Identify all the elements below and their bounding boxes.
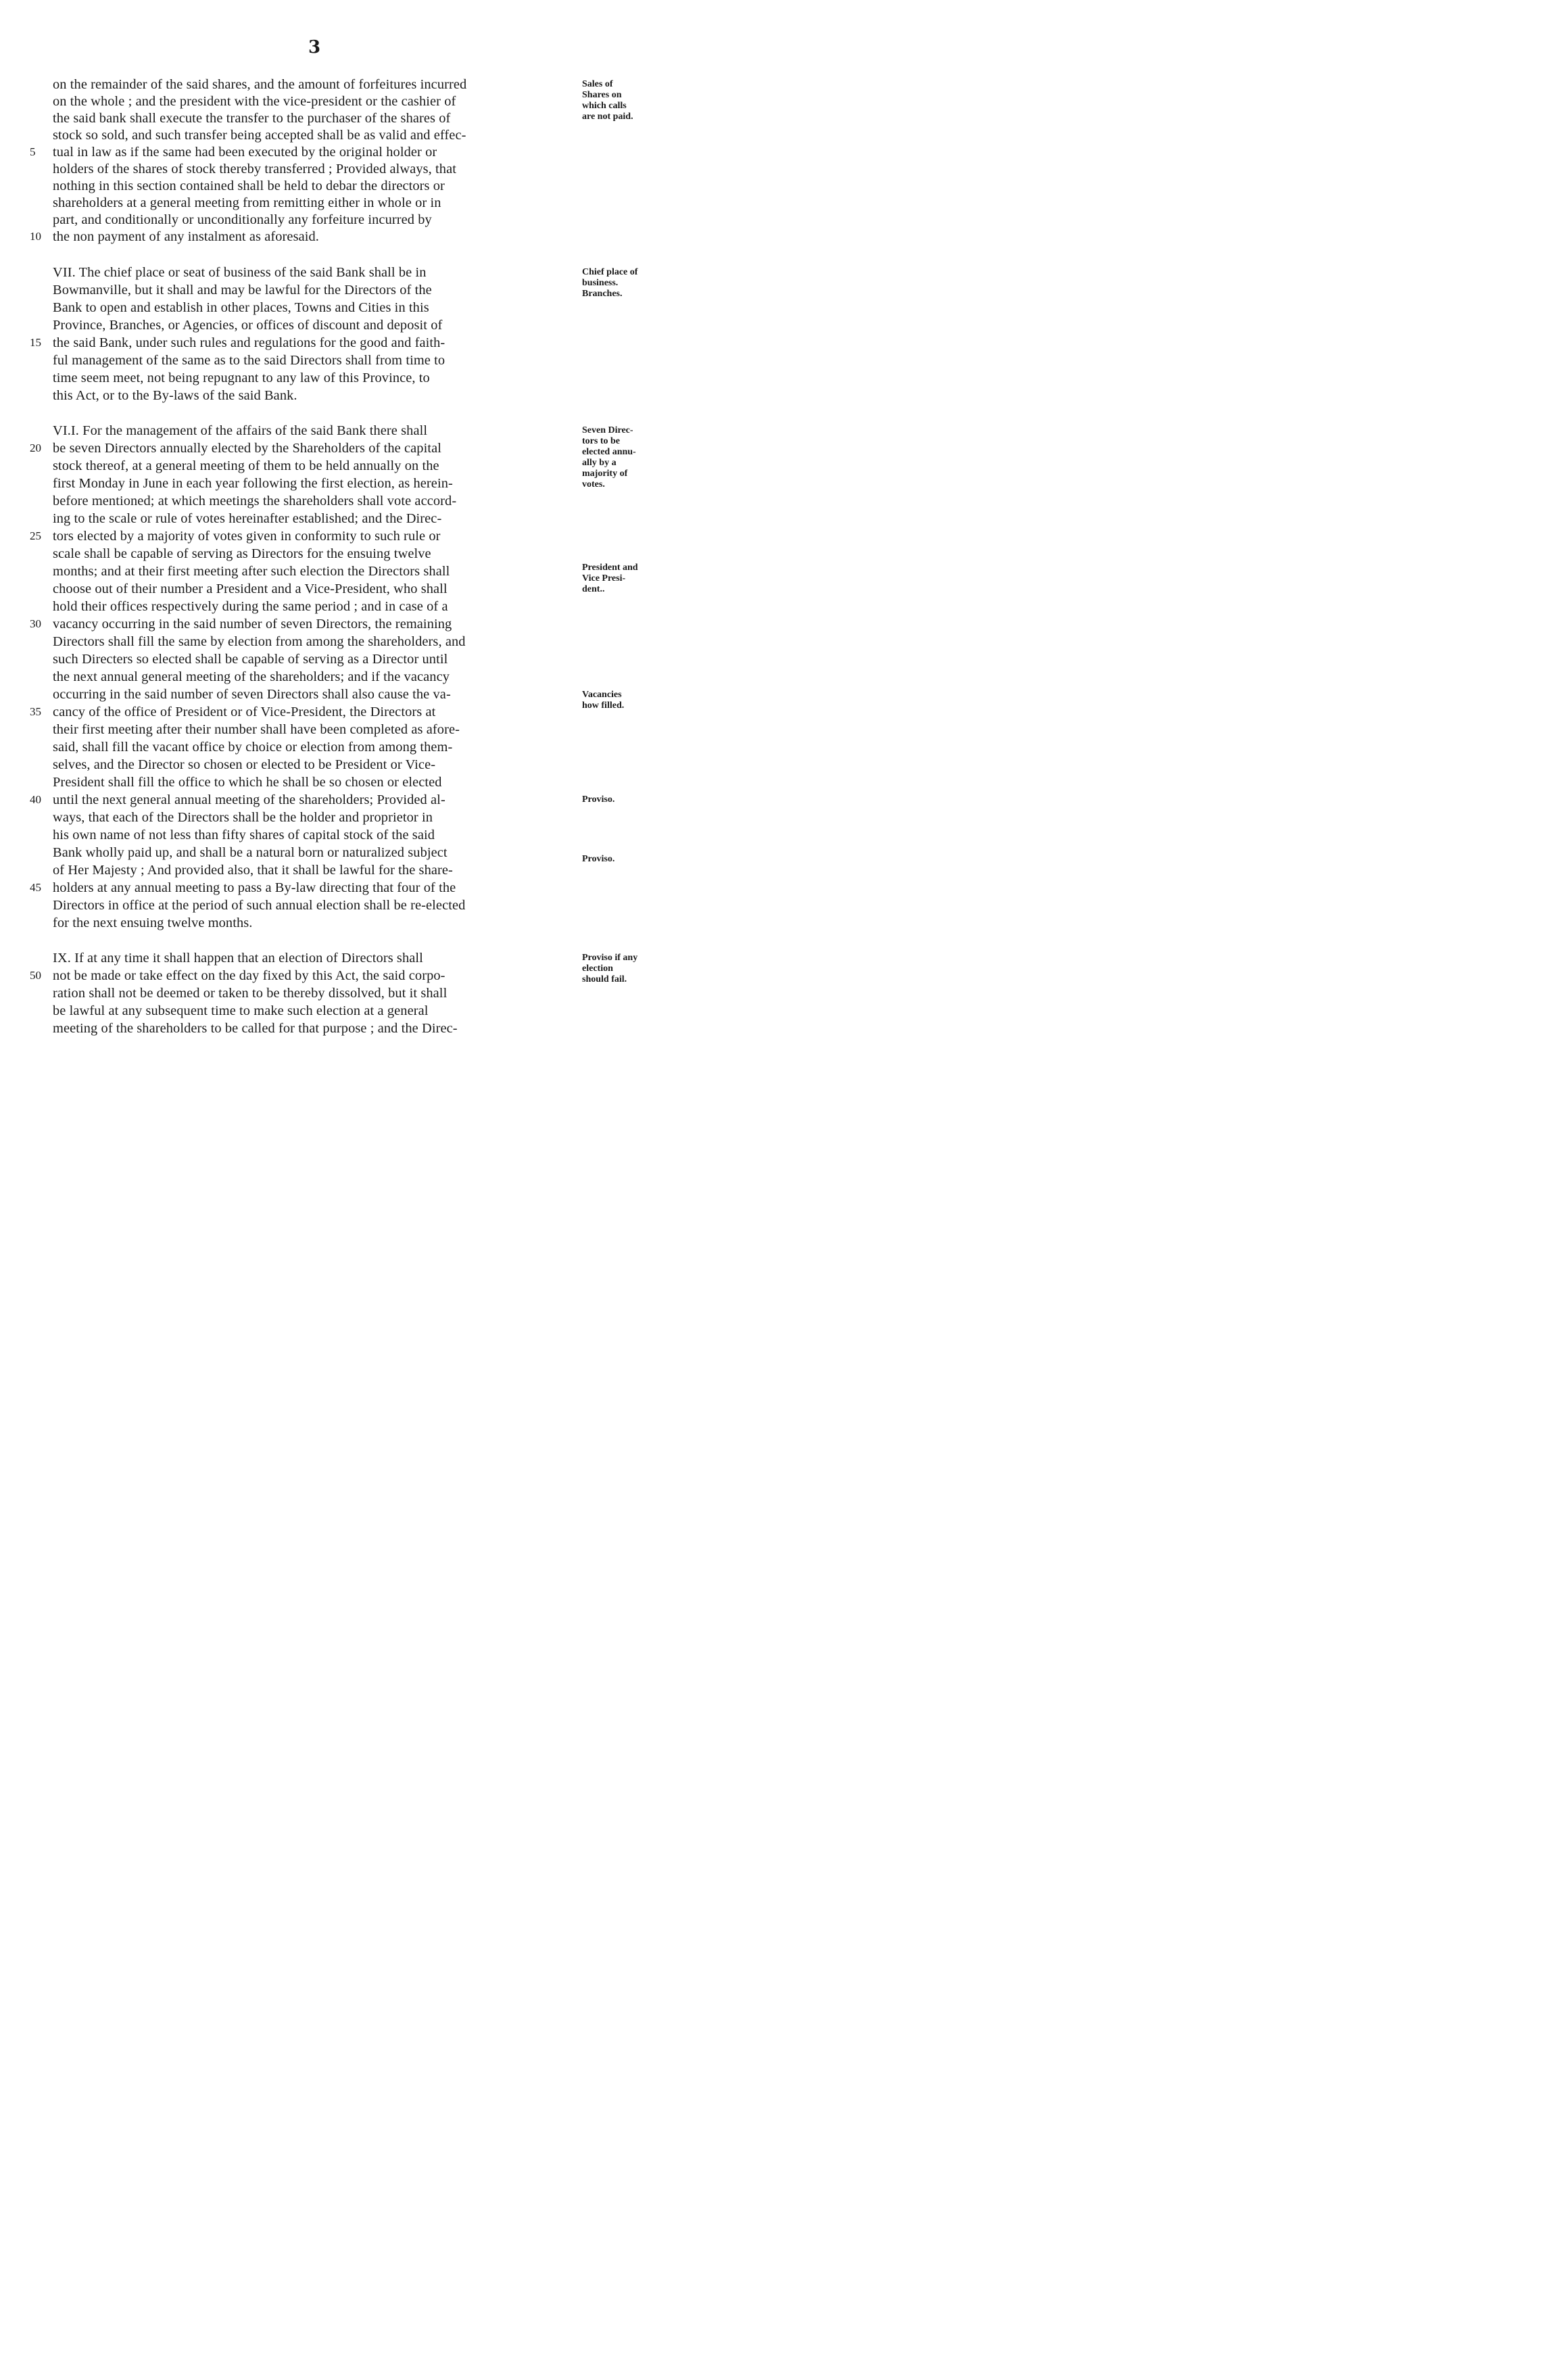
text-line: be seven Directors annually elected by the Shareholders of the capital <box>53 441 442 456</box>
text-line: this Act, or to the By-laws of the said Bank. <box>53 388 297 403</box>
line-number: 10 <box>30 230 41 243</box>
text-line: of Her Majesty ; And provided also, that it shall be lawful for the share- <box>53 863 453 878</box>
text-line: not be made or take effect on the day fixed by this Act, the said corpo- <box>53 968 445 983</box>
text-line: ways, that each of the Directors shall be the holder and proprietor in <box>53 810 433 825</box>
margin-note-line: are not paid. <box>582 112 633 122</box>
margin-note-line: President and <box>582 563 638 573</box>
text-line: IX. If at any time it shall happen that an election of Directors shall <box>53 951 423 966</box>
text-line: before mentioned; at which meetings the shareholders shall vote accord- <box>53 494 457 508</box>
text-line: selves, and the Director so chosen or elected to be President or Vice- <box>53 757 436 772</box>
text-line: VII. The chief place or seat of business of the said Bank shall be in <box>53 265 427 280</box>
margin-note-line: Proviso. <box>582 794 615 805</box>
margin-note-line: tors to be <box>582 436 620 446</box>
text-line: hold their offices respectively during the same period ; and in case of a <box>53 599 448 614</box>
text-line: Bowmanville, but it shall and may be lawful for the Directors of the <box>53 283 432 298</box>
text-line: choose out of their number a President and a Vice-President, who shall <box>53 581 448 596</box>
margin-note-proviso-1 <box>582 794 677 805</box>
text-line: such Directers so elected shall be capable of serving as a Director until <box>53 652 448 667</box>
text-line: ful management of the same as to the said Directors shall from time to <box>53 353 445 368</box>
margin-note-sales-of-shares <box>582 79 677 122</box>
text-line: VI.I. For the management of the affairs of the said Bank there shall <box>53 423 428 438</box>
text-line: President shall fill the office to which he shall be so chosen or elected <box>53 775 442 790</box>
margin-note-line: how filled. <box>582 700 625 711</box>
text-line: the next annual general meeting of the shareholders; and if the vacancy <box>53 669 450 684</box>
text-line: part, and conditionally or unconditionally any forfeiture incurred by <box>53 212 432 227</box>
text-line: on the remainder of the said shares, and the amount of forfeitures incurred <box>53 77 467 92</box>
margin-note-line: Sales of <box>582 79 613 89</box>
text-line: ration shall not be deemed or taken to be thereby dissolved, but it shall <box>53 986 448 1001</box>
text-line: Directors in office at the period of such annual election shall be re-elected <box>53 898 466 913</box>
line-number: 20 <box>30 442 41 454</box>
line-number: 5 <box>30 145 36 158</box>
line-number: 15 <box>30 336 41 349</box>
margin-note-line: business. <box>582 278 619 288</box>
text-line: stock thereof, at a general meeting of them to be held annually on the <box>53 458 439 473</box>
margin-note-line: Proviso. <box>582 854 615 864</box>
margin-note-line: ally by a <box>582 458 617 468</box>
margin-note-line: Branches. <box>582 289 623 299</box>
text-line: his own name of not less than fifty shares of capital stock of the said <box>53 828 435 842</box>
text-line: nothing in this section contained shall be held to debar the directors or <box>53 178 445 193</box>
text-line: until the next general annual meeting of the shareholders; Provided al- <box>53 792 445 807</box>
margin-note-line: should fail. <box>582 974 627 984</box>
margin-note-seven-directors <box>582 425 677 490</box>
line-number: 35 <box>30 705 41 718</box>
line-number: 30 <box>30 617 41 630</box>
margin-note-line: Seven Direc- <box>582 425 633 435</box>
margin-note-line: election <box>582 963 613 974</box>
margin-note-line: Vice Presi- <box>582 573 626 584</box>
text-line: stock so sold, and such transfer being accepted shall be as valid and effec- <box>53 128 466 143</box>
line-number: 25 <box>30 529 41 542</box>
page-number: 3 <box>308 37 321 57</box>
margin-note-proviso-2 <box>582 854 677 865</box>
line-number: 40 <box>30 793 41 806</box>
margin-note-vacancies <box>582 690 677 711</box>
text-line: the non payment of any instalment as aforesaid. <box>53 229 319 244</box>
text-line: first Monday in June in each year following the first election, as herein- <box>53 476 453 491</box>
text-line: on the whole ; and the president with the vice-president or the cashier of <box>53 94 456 109</box>
margin-note-line: dent.. <box>582 584 605 594</box>
margin-note-chief-place <box>582 267 677 300</box>
text-line: meeting of the shareholders to be called for that purpose ; and the Direc- <box>53 1021 458 1036</box>
margin-note-president <box>582 563 677 595</box>
margin-note-line: which calls <box>582 101 627 111</box>
text-line: vacancy occurring in the said number of seven Directors, the remaining <box>53 617 452 632</box>
text-line: their first meeting after their number shall have been completed as afore- <box>53 722 460 737</box>
text-line: tors elected by a majority of votes given in conformity to such rule or <box>53 529 441 544</box>
text-line: be lawful at any subsequent time to make such election at a general <box>53 1003 429 1018</box>
margin-note-line: majority of <box>582 469 628 479</box>
text-line: months; and at their first meeting after such election the Directors shall <box>53 564 450 579</box>
text-line: Bank to open and establish in other places, Towns and Cities in this <box>53 300 429 315</box>
text-line: the said Bank, under such rules and regulations for the good and faith- <box>53 335 445 350</box>
line-number: 45 <box>30 881 41 894</box>
margin-note-line: Proviso if any <box>582 953 638 963</box>
text-line: occurring in the said number of seven Directors shall also cause the va- <box>53 687 451 702</box>
line-number: 50 <box>30 969 41 982</box>
margin-note-line: Chief place of <box>582 267 638 277</box>
text-line: time seem meet, not being repugnant to any law of this Province, to <box>53 371 430 385</box>
text-line: Directors shall fill the same by election from among the shareholders, and <box>53 634 466 649</box>
text-line: ing to the scale or rule of votes hereinafter established; and the Direc- <box>53 511 442 526</box>
text-line: said, shall fill the vacant office by choice or election from among them- <box>53 740 453 755</box>
text-line: Bank wholly paid up, and shall be a natural born or naturalized subject <box>53 845 448 860</box>
text-line: holders of the shares of stock thereby transferred ; Provided always, that <box>53 162 456 176</box>
text-line: scale shall be capable of serving as Directors for the ensuing twelve <box>53 546 431 561</box>
margin-note-line: elected annu- <box>582 447 636 457</box>
text-line: Province, Branches, or Agencies, or offices of discount and deposit of <box>53 318 443 333</box>
text-line: the said bank shall execute the transfer to the purchaser of the shares of <box>53 111 451 126</box>
margin-note-proviso-election <box>582 953 677 985</box>
text-line: cancy of the office of President or of Vice-President, the Directors at <box>53 705 436 719</box>
margin-note-line: Vacancies <box>582 690 622 700</box>
text-line: tual in law as if the same had been executed by the original holder or <box>53 145 437 160</box>
text-line: for the next ensuing twelve months. <box>53 915 253 930</box>
text-line: shareholders at a general meeting from remitting either in whole or in <box>53 195 441 210</box>
margin-note-line: votes. <box>582 479 605 490</box>
text-line: holders at any annual meeting to pass a By-law directing that four of the <box>53 880 456 895</box>
margin-note-line: Shares on <box>582 90 622 100</box>
